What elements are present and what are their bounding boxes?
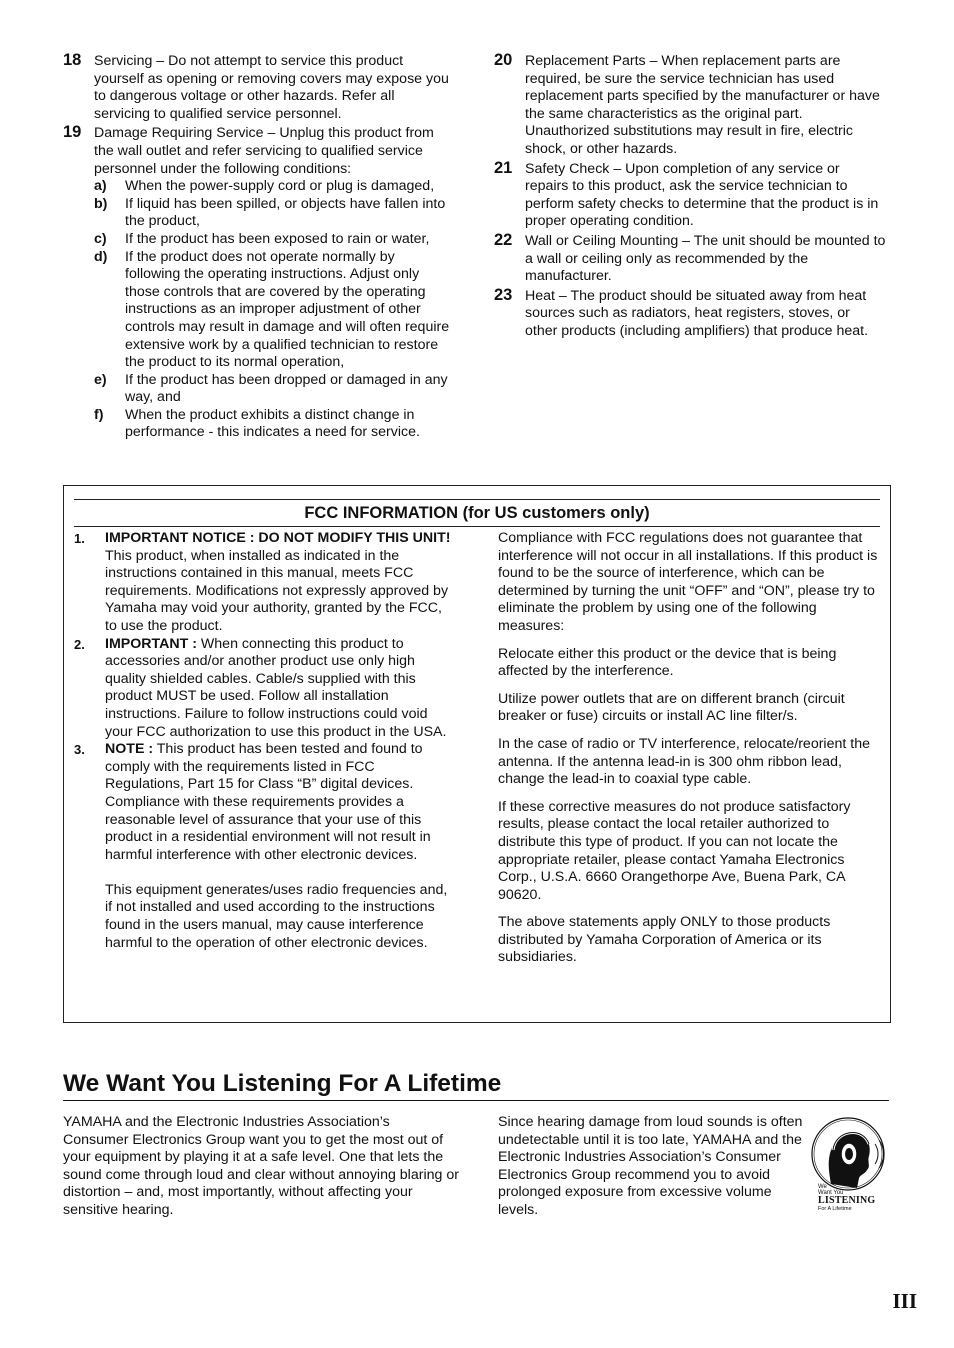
listening-logo — [809, 1114, 885, 1214]
fcc-paragraph: Utilize power outlets that are on different branch (circuit breaker or fuse) circuits or install AC line filter/s. — [498, 690, 845, 725]
sub-letter: b) — [94, 195, 108, 212]
fcc-heading: FCC INFORMATION (for US customers only) — [74, 499, 880, 527]
fcc-information-box — [63, 485, 891, 1023]
listening-left-text: YAMAHA and the Electronic Industries Association’s Consumer Electronics Group want you to get the most out of your equipment by playing it at a safe level. One that lets the sound come through loud and clear without annoying blaring or distortion – and, most importantly, without affecting your sensitive hearing. — [63, 1114, 459, 1218]
fcc-item-3 — [74, 741, 454, 952]
item-number: 18 — [63, 51, 82, 69]
item-text: Heat – The product should be situated away from heat sources such as radiators, heat registers, stoves, or other products (including amplifiers) that produce heat. — [525, 287, 869, 339]
fcc-item-bold: IMPORTANT NOTICE : DO NOT MODIFY THIS UNIT! — [105, 530, 451, 546]
item-text: Replacement Parts – When replacement parts are required, be sure the service technician has used replacement parts specified by the manufacturer or have the same characteristics as the original part. Unauthorized substitutions may result in fire, electric shock, or other hazards. — [525, 53, 880, 157]
fcc-right-column — [498, 530, 884, 977]
sub-item-a — [94, 178, 453, 196]
safety-column-left — [63, 53, 453, 444]
sub-item-b — [94, 196, 453, 231]
safety-item-20 — [494, 53, 886, 159]
logo-text-we: We — [818, 1184, 827, 1190]
fcc-left-column — [74, 530, 454, 952]
item-number: 21 — [494, 158, 513, 177]
safety-item-21 — [494, 158, 886, 231]
item-number: 22 — [494, 230, 513, 249]
fcc-item-text: This product has been tested and found to comply with the requirements listed in FCC Regulations, Part 15 for Class “B” digital devices. Compliance with these requirements provides a reasonable level of assurance that your use of this product in a residential environment will not result in harmful interference with other electronic devices. — [105, 741, 431, 863]
fcc-item-number: 3. — [74, 742, 85, 758]
item-text: Servicing – Do not attempt to service this product yourself as opening or removing covers may expose you to dangerous voltage or other hazards. Refer all servicing to qualified service personnel. — [94, 53, 449, 122]
safety-item-22 — [494, 230, 886, 286]
sub-text: If the product has been dropped or damaged in any way, and — [125, 371, 448, 406]
item-text: Wall or Ceiling Mounting – The unit should be mounted to a wall or ceiling only as recommended by the manufacturer. — [525, 232, 886, 285]
item-text: Damage Requiring Service – Unplug this product from the wall outlet and refer servicing to qualified service personnel under the following conditions: — [94, 125, 434, 177]
sub-text: If the product has been exposed to rain or water, — [125, 230, 430, 247]
sub-letter: f) — [94, 406, 104, 423]
fcc-item-bold: IMPORTANT : — [105, 635, 197, 652]
sub-item-f — [94, 407, 453, 442]
logo-text-listening: LISTENING — [818, 1195, 876, 1206]
safety-item-18 — [63, 53, 453, 123]
item-number: 20 — [494, 51, 513, 69]
sub-item-c — [94, 231, 453, 249]
fcc-item-2 — [74, 636, 454, 742]
logo-text-for-a-lifetime: For A Lifetime — [818, 1206, 852, 1212]
fcc-item-text: When connecting this product to accessories and/or another product use only high quality shielded cables. Cable/s supplied with this product MUST be used. Follow all installation instructions. Failure to follow instructions could void your FCC authorization to use this product in the USA. — [105, 635, 447, 740]
item-number: 23 — [494, 285, 513, 304]
item-text: Safety Check – Upon completion of any service or repairs to this product, ask the service technician to perform safety checks to determine that the product is in proper operating condition. — [525, 160, 879, 230]
fcc-item-extra: This equipment generates/uses radio frequencies and, if not installed and used according to the instructions found in the users manual, may cause interference harmful to the operation of other electronic devices. — [105, 881, 448, 951]
fcc-item-1 — [74, 530, 454, 636]
fcc-paragraph: In the case of radio or TV interference, relocate/reorient the antenna. If the antenna lead-in is 300 ohm ribbon lead, change the lead-in to coaxial type cable. — [498, 735, 870, 788]
fcc-item-text: This product, when installed as indicated in the instructions contained in this manual, meets FCC requirements. Modifications not expressly approved by Yamaha may void your authority, granted by the FCC, to use the product. — [105, 547, 449, 634]
item-number: 19 — [63, 123, 82, 142]
sub-item-d — [94, 249, 453, 372]
fcc-paragraph: Relocate either this product or the device that is being affected by the interference. — [498, 645, 837, 680]
fcc-item-number: 1. — [74, 531, 85, 546]
fcc-paragraph: The above statements apply ONLY to those products distributed by Yamaha Corporation of America or its subsidiaries. — [498, 914, 831, 966]
fcc-paragraph: If these corrective measures do not produce satisfactory results, please contact the local retailer authorized to distribute this type of product. If you can not locate the appropriate retailer, please contact Yamaha Electronics Corp., U.S.A. 6660 Orangethorpe Ave, Buena Park, CA 90620. — [498, 798, 851, 903]
fcc-item-number: 2. — [74, 636, 85, 652]
fcc-item-bold: NOTE : — [105, 741, 154, 758]
listening-right-text: Since hearing damage from loud sounds is often undetectable until it is too late, YAMAHA and the Electronic Industries Association’s Consumer Electronics Group recommend you to avoid prolonged exposure from excessive volume levels. — [498, 1114, 803, 1218]
sub-letter: c) — [94, 230, 107, 247]
logo-text-want-you: Want You — [818, 1190, 844, 1196]
listening-title: We Want You Listening For A Lifetime — [63, 1068, 889, 1101]
sub-text: When the product exhibits a distinct change in performance - this indicates a need for service. — [125, 406, 420, 441]
sub-letter: d) — [94, 248, 108, 265]
sub-text: When the power-supply cord or plug is damaged, — [125, 178, 435, 195]
sub-text: If the product does not operate normally by following the operating instructions. Adjust only those controls that are covered by the operating instructions as an improper adjustment of other controls may result in damage and will often require extensive work by a qualified technician to restore the product to its normal operation, — [125, 248, 450, 371]
sub-letter: e) — [94, 371, 107, 388]
page-number: III — [892, 1289, 917, 1313]
sub-item-e — [94, 372, 453, 407]
safety-column-right — [494, 53, 886, 343]
sub-text: If liquid has been spilled, or objects have fallen into the product, — [125, 195, 446, 230]
safety-item-23 — [494, 285, 886, 341]
safety-item-19 — [63, 125, 453, 442]
fcc-paragraph: Compliance with FCC regulations does not guarantee that interference will not occur in all installations. If this product is found to be the source of interference, which can be determined by turning the unit “OFF” and “ON”, please try to eliminate the problem by using one of the following measures: — [498, 530, 878, 634]
sub-letter: a) — [94, 178, 107, 195]
